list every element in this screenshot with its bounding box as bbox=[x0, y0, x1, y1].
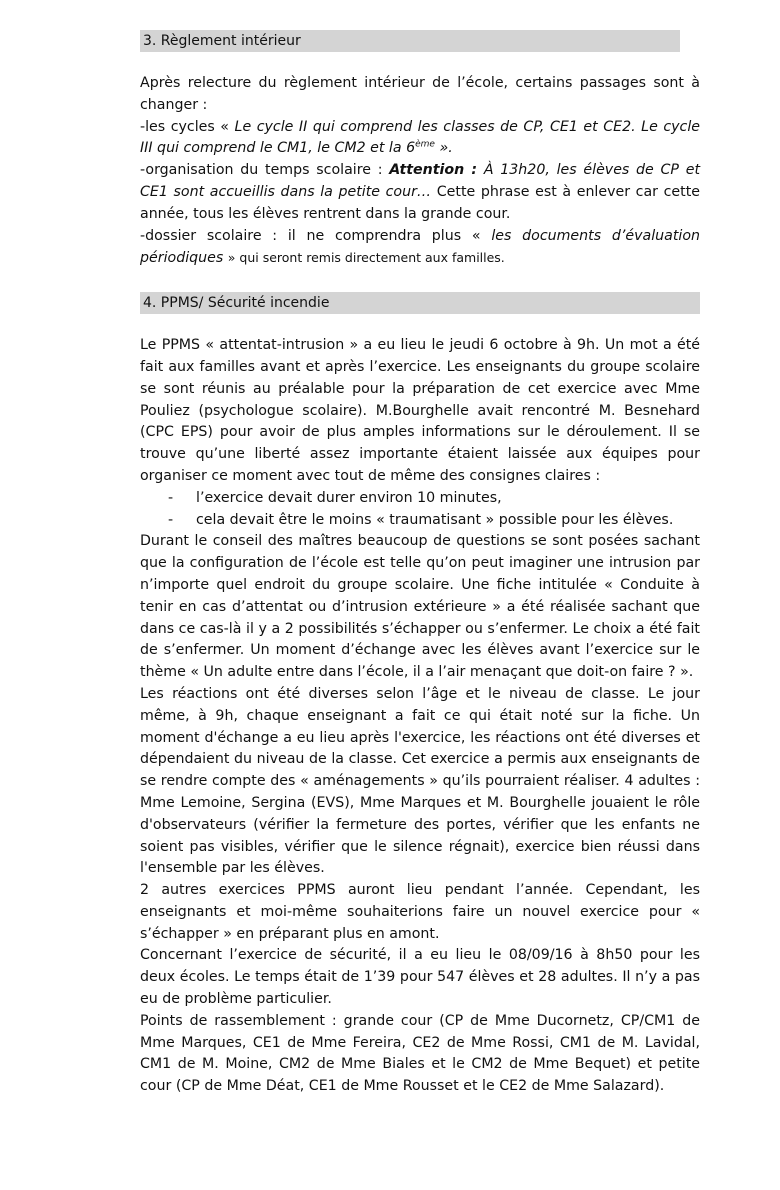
section-3-dossier bbox=[140, 226, 700, 271]
org-quote: À 13h20, les élèves de CP et CE1 sont accueillis dans la petite cour… bbox=[140, 162, 701, 200]
cycles-prefix: -les cycles « bbox=[140, 118, 229, 135]
section-4-para-3: Les réactions ont été diverses selon l’âge et le niveau de classe. Le jour même, à 9h, chaque enseignant a fait ce qui était noté sur la fiche. Un moment d'échange a eu lieu après l'exercice, les réactions ont été diverses et dépendaient du niveau de la classe. Cet exercice a permis aux enseignants de se rendre compte des « aménagements » qu’ils pourraient réaliser. 4 adultes : Mme Lemoine, Sergina (EVS), Mme Marques et M. Bourghelle jouaient le rôle d'observateurs (vérifier la fermeture des portes, vérifier que les enfants ne soient pas visibles, vérifier que le silence régnait), exercice bien réussi dans l'ensemble par les élèves. bbox=[140, 685, 700, 877]
dossier-prefix: -dossier scolaire : il ne comprendra plus « bbox=[140, 227, 481, 244]
section-3-title: 3. Règlement intérieur bbox=[143, 33, 301, 49]
section-4-title: 4. PPMS/ Sécurité incendie bbox=[143, 295, 330, 312]
org-prefix: -organisation du temps scolaire : bbox=[140, 162, 383, 179]
dossier-suffix: » qui seront remis directement aux familles. bbox=[227, 250, 505, 266]
cycles-quote: Le cycle II qui comprend les classes de CP, CE1 et CE2. Le cycle III qui comprend le CM1, le CM2 et la 6ème ». bbox=[140, 118, 701, 157]
section-4-para-2: Durant le conseil des maîtres beaucoup de questions se sont posées sachant que la configuration de l’école est telle qu’on peut imaginer une intrusion par n’importe quel endroit du groupe scolaire. Une fiche intitulée « Conduite à tenir en cas d’attentat ou d’intrusion extérieure » a été réalisée sachant que dans ce cas-là il y a 2 possibilités s’échapper ou s’enfermer. Le choix a été fait de s’enfermer. Un moment d’échange avec les élèves avant l’exercice sur le thème « Un adulte entre dans l’école, il a l’air menaçant que doit-on faire ? ». bbox=[140, 533, 700, 681]
document-page bbox=[140, 30, 700, 1098]
list-item: - l’exercice devait durer environ 10 minutes, bbox=[168, 489, 502, 506]
section-4-para-6: Points de rassemblement : grande cour (CP de Mme Ducornetz, CP/CM1 de Mme Marques, CE1 de Mme Fereira, CE2 de Mme Rossi, CM1 de M. Lavidal, CM1 de M. Moine, CM2 de Mme Biales et le CM2 de Mme Bequet) et petite cour (CP de Mme Déat, CE1 de Mme Rousset et le CE2 de Mme Salazard). bbox=[140, 1012, 700, 1095]
dossier-quote: les documents d’évaluation périodiques bbox=[140, 227, 700, 267]
section-4-para-1: Le PPMS « attentat-intrusion » a eu lieu le jeudi 6 octobre à 9h. Un mot a été fait aux familles avant et après l’exercice. Les enseignants du groupe scolaire se sont réunis au préalable pour la préparation de cet exercice avec Mme Pouliez (psychologue scolaire). M.Bourghelle avait rencontré M. Besnehard (CPC EPS) pour avoir de plus amples informations sur le déroulement. Il se trouve qu’une liberté assez importante étaient laissée aux équipes pour organiser ce moment avec tout de même des consignes claires : bbox=[140, 337, 700, 484]
section-3-heading bbox=[140, 30, 680, 52]
section-4-heading bbox=[140, 292, 700, 314]
list-item: - cela devait être le moins « traumatisant » possible pour les élèves. bbox=[168, 511, 674, 528]
section-4-para-4: 2 autres exercices PPMS auront lieu pendant l’année. Cependant, les enseignants et moi-même souhaiterions faire un nouvel exercice pour « s’échapper » en préparant plus en amont. bbox=[140, 882, 700, 942]
org-suffix: Cette phrase est à enlever car cette année, tous les élèves rentrent dans la grande cour. bbox=[140, 183, 700, 222]
section-3-cycles bbox=[140, 117, 700, 161]
section-3-intro: Après relecture du règlement intérieur de l’école, certains passages sont à changer : bbox=[140, 75, 700, 113]
section-3-organisation bbox=[140, 160, 700, 225]
org-attention: Attention : bbox=[389, 162, 478, 179]
consignes-list bbox=[140, 488, 700, 532]
section-4-para-5: Concernant l’exercice de sécurité, il a eu lieu le 08/09/16 à 8h50 pour les deux écoles. Le temps était de 1’39 pour 547 élèves et 28 adultes. Il n’y a pas eu de problème particulier. bbox=[140, 947, 700, 1008]
